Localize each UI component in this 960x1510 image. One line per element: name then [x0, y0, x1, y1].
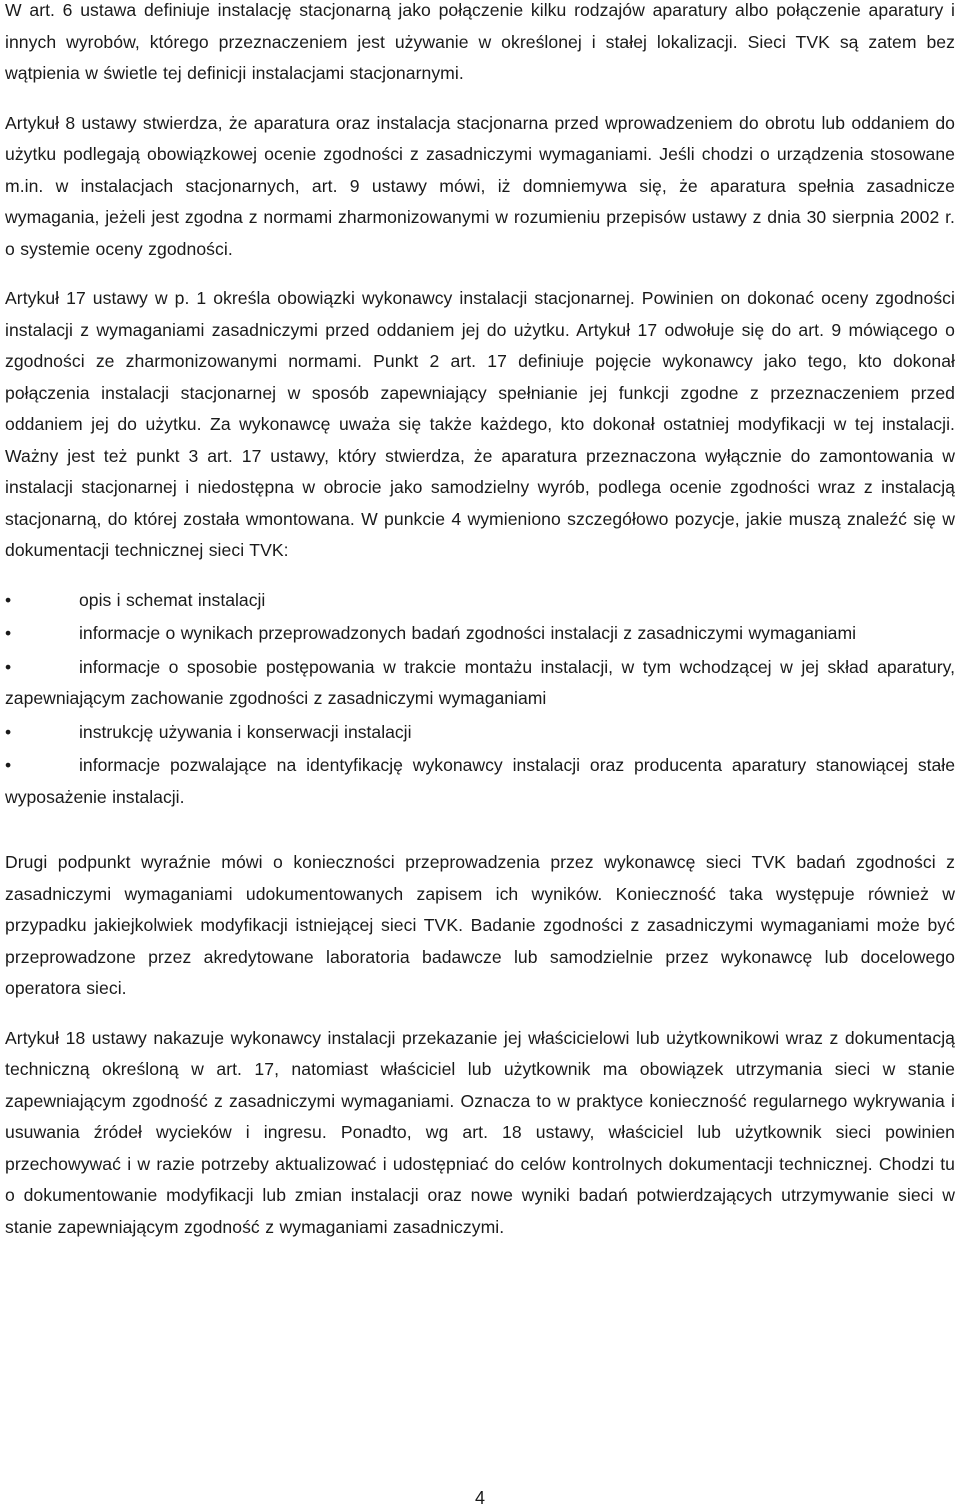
list-item-text: opis i schemat instalacji	[79, 589, 266, 610]
paragraph-art-17: Artykuł 17 ustawy w p. 1 określa obowiązki wykonawcy instalacji stacjonarnej. Powinien on dokonać oceny zgodności instalacji z wymaganiami zasadniczymi przed oddaniem jej do użytku. Artykuł 17 odwołuje się do art. 9 mówiącego o zgodności ze zharmonizowanymi normami. Punkt 2 art. 17 definiuje pojęcie wykonawcy jako tego, kto dokonał połączenia instalacji stacjonarnej w sposób zapewniający spełnianie jej funkcji zgodne z przeznaczeniem przed oddaniem jej do użytku. Za wykonawcę uważa się także każdego, kto dokonał ostatniej modyfikacji w tej instalacji. Ważny jest też punkt 3 art. 17 ustawy, który stwierdza, że aparatura przeznaczona wyłącznie do zamontowania w instalacji stacjonarnej i niedostępna w obrocie jako samodzielny wyrób, podlega ocenie zgodności wraz z instalacją stacjonarną, do której została wmontowana. W punkcie 4 wymieniono szczegółowo pozycje, jakie muszą znaleźć się w dokumentacji technicznej sieci TVK:	[5, 288, 955, 560]
list-item-text: instrukcję używania i konserwacji instalacji	[79, 721, 412, 742]
paragraph-art-18: Artykuł 18 ustawy nakazuje wykonawcy instalacji przekazanie jej właścicielowi lub użytkownikowi wraz z dokumentacją techniczną określoną w art. 17, natomiast właściciel lub użytkownik ma obowiązek utrzymania sieci w stanie zapewniającym zgodność z zasadniczymi wymaganiami. Oznacza to w praktyce konieczność regularnego wykrywania i usuwania źródeł wycieków i ingresu. Ponadto, wg art. 18 ustawy, właściciel lub użytkownik sieci powinien przechowywać i w razie potrzeby aktualizować i udostępniać do celów kontrolnych dokumentacji technicznej. Chodzi tu o dokumentowanie modyfikacji lub zmian instalacji oraz nowe wyniki badań potwierdzających utrzymywanie sieci w stanie zapewniającym zgodność z wymaganiami zasadniczymi.	[5, 1027, 955, 1237]
bullet-icon: •	[5, 589, 12, 610]
paragraph-second-subpoint: Drugi podpunkt wyraźnie mówi o konieczności przeprowadzenia przez wykonawcę sieci TVK badań zgodności z zasadniczymi wymaganiami udokumentowanych zapisem ich wyników. Konieczność taka występuje również w przypadku jakiejkolwiek modyfikacji istniejącej sieci TVK. Badanie zgodności z zasadniczymi wymaganiami może być przeprowadzone przez akredytowane laboratoria badawcze lub samodzielnie przez wykonawcę lub docelowego operatora sieci.	[5, 852, 955, 998]
list-item-text: informacje pozwalające na identyfikację wykonawcy instalacji oraz producenta aparatury stanowiącej stałe wyposażenie instalacji.	[5, 755, 955, 807]
bullet-icon: •	[5, 656, 12, 677]
bullet-icon: •	[5, 623, 12, 643]
page-number: 4	[474, 1488, 485, 1508]
list-item	[5, 618, 955, 650]
documentation-requirements-list	[5, 585, 955, 814]
paragraph-art-8: Artykuł 8 ustawy stwierdza, że aparatura oraz instalacja stacjonarna przed wprowadzeniem do obrotu lub oddaniem do użytku podlegają obowiązkowej ocenie zgodności z zasadniczymi wymaganiami. Jeśli chodzi o urządzenia stosowane m.in. w instalacjach stacjonarnych, art. 9 ustawy mówi, iż domniemywa się, że aparatura spełnia zasadnicze wymagania, jeżeli jest zgodna z normami zharmonizowanymi w rozumieniu przepisów ustawy z dnia 30 sierpnia 2002 r. o systemie oceny zgodności.	[5, 112, 955, 259]
list-item	[5, 585, 955, 617]
list-item	[5, 750, 955, 813]
document-page	[5, 0, 955, 1243]
list-item	[5, 717, 955, 749]
bullet-icon: •	[5, 721, 12, 742]
list-item-text: informacje o wynikach przeprowadzonych badań zgodności instalacji z zasadniczymi wymaganiami	[79, 623, 857, 643]
bullet-icon: •	[5, 755, 12, 775]
list-item	[5, 652, 955, 715]
paragraph-art-6: W art. 6 ustawa definiuje instalację stacjonarną jako połączenie kilku rodzajów aparatury albo połączenie aparatury i innych wyrobów, którego przeznaczeniem jest używanie w określonej i stałej lokalizacji. Sieci TVK są zatem bez wątpienia w świetle tej definicji instalacjami stacjonarnymi.	[5, 0, 955, 83]
list-item-text: informacje o sposobie postępowania w trakcie montażu instalacji, w tym wchodzącej w jej skład aparatury, zapewniającym zachowanie zgodności z zasadniczymi wymaganiami	[5, 656, 955, 708]
